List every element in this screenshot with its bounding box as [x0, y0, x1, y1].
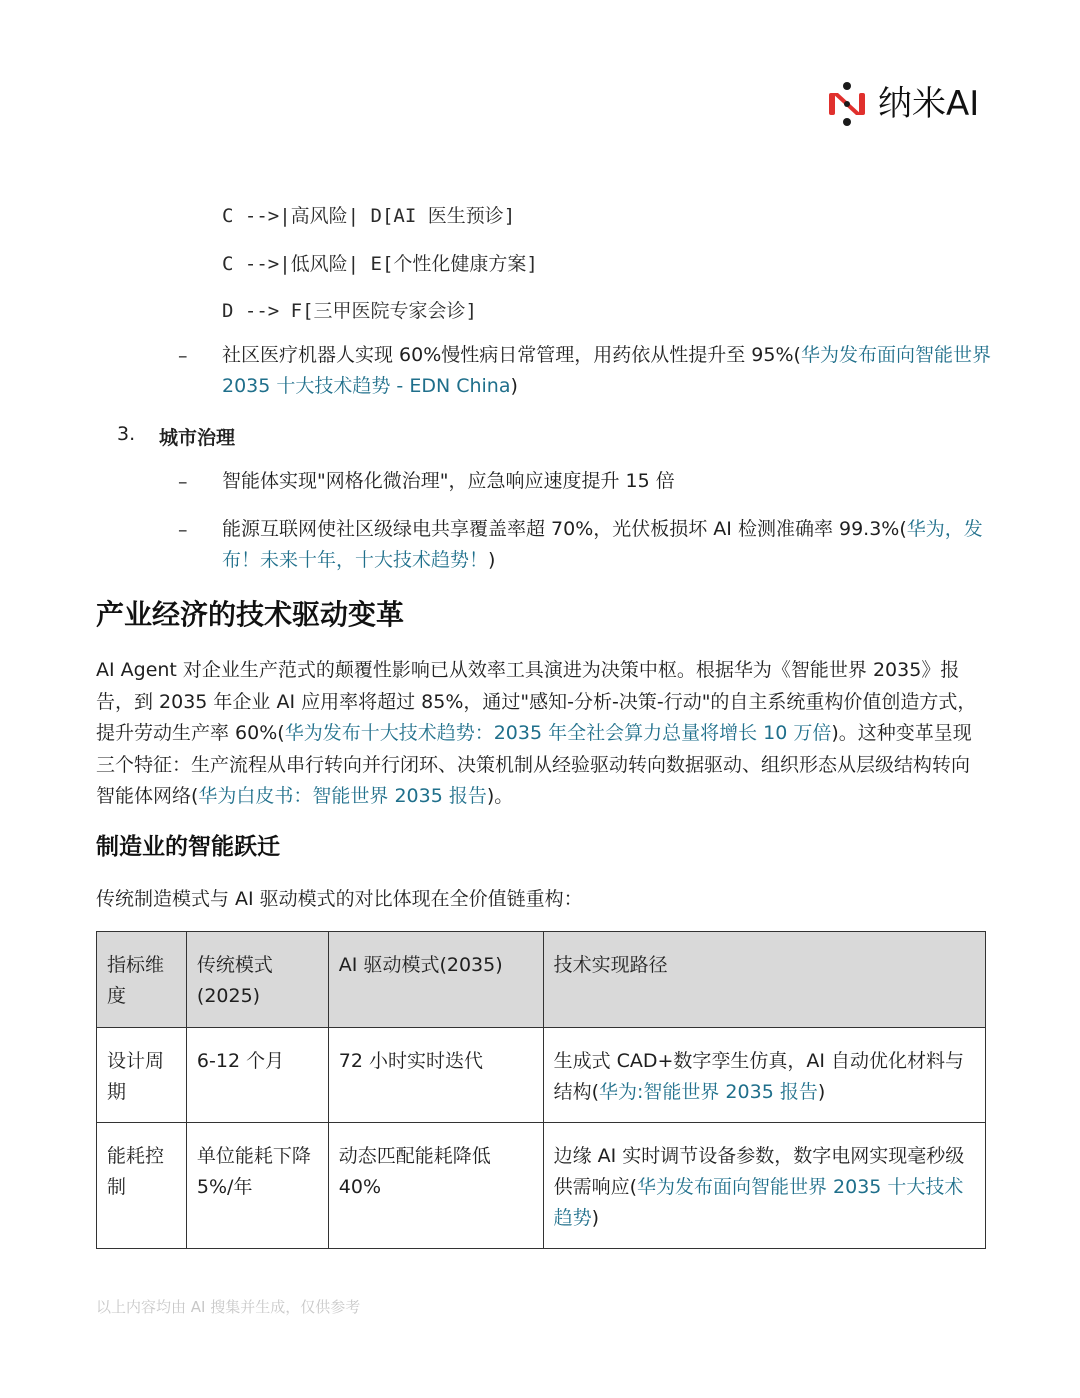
footer-disclaimer: 以上内容均由 AI 搜集并生成，仅供参考: [96, 1298, 361, 1316]
table-header-cell: 传统模式(2025): [186, 932, 328, 1028]
table-cell: 单位能耗下降 5%/年: [186, 1123, 328, 1249]
subsection-heading: 制造业的智能跃迁: [96, 834, 280, 860]
table-cell: 动态匹配能耗降低 40%: [328, 1123, 543, 1249]
industry-paragraph: AI Agent 对企业生产范式的颠覆性影响已从效率工具演进为决策中枢。根据华为《智能世界 2035》报告，到 2035 年企业 AI 应用率将超过 85%，通过"感知-分析-决策-行动"的自主系统重构价值创造方式，提升劳动生产率 60%(华为发布十大技术趋势：2035 年全社会算力总量将增长 10 万倍)。这种变革呈现三个特征：生产流程从串行转向并行闭环、决策机制从经验驱动转向数据驱动、组织形态从层级结构转向智能体网络(华为白皮书：智能世界 2035 报告)。: [96, 659, 977, 807]
code-line: D --> F[三甲医院专家会诊]: [222, 300, 477, 322]
source-link[interactable]: 华为发布十大技术趋势：2035 年全社会算力总量将增长 10 万倍: [284, 722, 832, 744]
bullet-item: 社区医疗机器人实现 60%慢性病日常管理，用药依从性提升至 95%(华为发布面向智能世界 2035 十大技术趋势 - EDN China): [222, 344, 991, 397]
code-line: C -->|低风险| E[个性化健康方案]: [222, 253, 538, 275]
table-header-cell: 技术实现路径: [543, 932, 985, 1028]
table-header-cell: 指标维度: [97, 932, 187, 1028]
bullet-dash: –: [178, 519, 188, 541]
comparison-table: [96, 931, 986, 1249]
list-number: 3.: [117, 423, 136, 445]
table-intro: 传统制造模式与 AI 驱动模式的对比体现在全价值链重构：: [96, 888, 583, 910]
table-cell: 生成式 CAD+数字孪生仿真，AI 自动优化材料与结构(华为:智能世界 2035 报告): [543, 1028, 985, 1123]
code-line: C -->|高风险| D[AI 医生预诊]: [222, 205, 516, 227]
brand-logo: [826, 80, 979, 128]
table-cell: 边缘 AI 实时调节设备参数，数字电网实现毫秒级供需响应(华为发布面向智能世界 2035 十大技术趋势): [543, 1123, 985, 1249]
bullet-item: 能源互联网使社区级绿电共享覆盖率超 70%，光伏板损坏 AI 检测准确率 99.3%(华为，发布！未来十年，十大技术趋势！): [222, 518, 983, 571]
table-header-row: [97, 932, 986, 1028]
bullet-item: [222, 466, 992, 497]
table-cell: 72 小时实时迭代: [328, 1028, 543, 1123]
nano-ai-logo-icon: [826, 81, 868, 127]
bullet-dash: –: [178, 345, 188, 367]
table-row: [97, 1123, 986, 1249]
table-row: [97, 1028, 986, 1123]
source-link[interactable]: 华为发布面向智能世界 2035 十大技术趋势: [553, 1176, 964, 1229]
section-heading: 产业经济的技术驱动变革: [96, 598, 405, 631]
source-link[interactable]: 华为:智能世界 2035 报告: [598, 1081, 818, 1103]
bullet-text: 能源互联网使社区级绿电共享覆盖率超 70%，光伏板损坏 AI 检测准确率 99.3%(: [222, 518, 907, 540]
source-link[interactable]: 华为发布面向智能世界 2035 十大技术趋势 - EDN China: [222, 344, 991, 397]
brand-name: 纳米AI: [878, 84, 980, 124]
bullet-dash: –: [178, 471, 188, 493]
table-header-cell: AI 驱动模式(2035): [328, 932, 543, 1028]
source-link[interactable]: 华为，发布！未来十年，十大技术趋势！: [222, 518, 983, 571]
bullet-text: 社区医疗机器人实现 60%慢性病日常管理，用药依从性提升至 95%(: [222, 344, 801, 366]
list-title: 城市治理: [159, 427, 236, 449]
bullet-text: 智能体实现"网格化微治理"，应急响应速度提升 15 倍: [222, 470, 675, 492]
source-link[interactable]: 华为白皮书：智能世界 2035 报告: [198, 785, 487, 807]
table-cell: 6-12 个月: [186, 1028, 328, 1123]
table-cell: 能耗控制: [97, 1123, 187, 1249]
table-cell: 设计周期: [97, 1028, 187, 1123]
